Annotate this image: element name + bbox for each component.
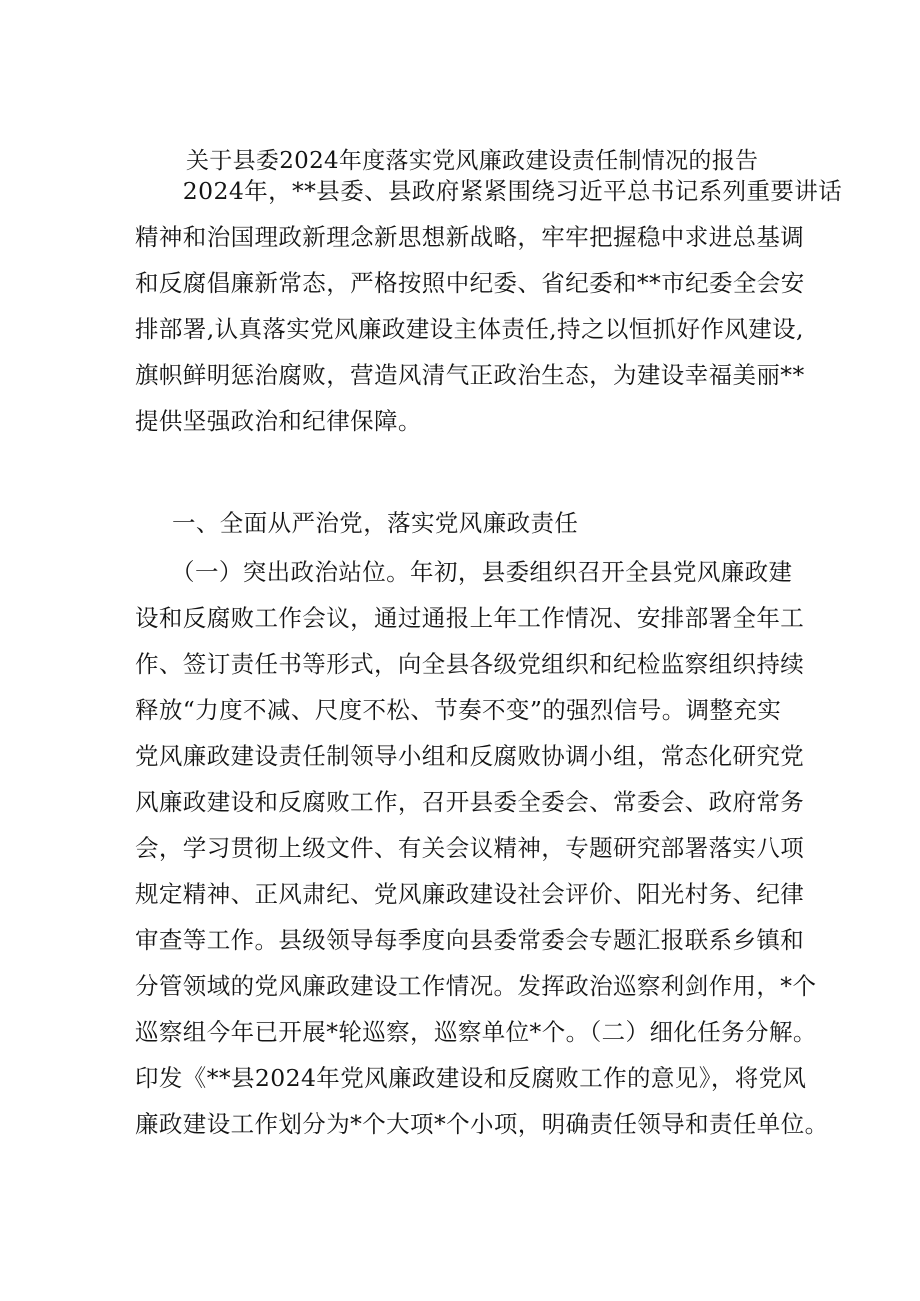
paragraph-2-line: （一）突出政治站位。年初，县委组织召开全县党风廉政建 xyxy=(135,558,793,586)
paragraph-1-line: 旗帜鲜明惩治腐败，营造风清气正政治生态，为建设幸福美丽** xyxy=(135,361,805,389)
paragraph-2-line: 释放“力度不减、尺度不松、节奏不变”的强烈信号。调整充实 xyxy=(135,696,782,724)
paragraph-1-line: 精神和治国理政新理念新思想新战略，牢牢把握稳中求进总基调 xyxy=(135,223,805,251)
paragraph-2-line: 审查等工作。县级领导每季度向县委常委会专题汇报联系乡镇和 xyxy=(135,926,805,954)
paragraph-2-line: 风廉政建设和反腐败工作，召开县委全委会、常委会、政府常务 xyxy=(135,788,805,816)
document-title: 关于县委2024年度落实党风廉政建设责任制情况的报告 xyxy=(186,148,759,174)
paragraph-1-line: 和反腐倡廉新常态，严格按照中纪委、省纪委和**市纪委全会安 xyxy=(135,269,805,297)
paragraph-2-line: 会，学习贯彻上级文件、有关会议精神，专题研究部署落实八项 xyxy=(135,834,805,862)
paragraph-1-line: 提供坚强政治和纪律保障。 xyxy=(135,407,422,435)
section-heading: 一、全面从严治党，落实党风廉政责任 xyxy=(172,509,579,537)
paragraph-2 xyxy=(135,549,829,1147)
paragraph-2-line: 党风廉政建设责任制领导小组和反腐败协调小组，常态化研究党 xyxy=(135,742,805,770)
paragraph-2-line: 印发《**县2024年党风廉政建设和反腐败工作的意见》，将党风 xyxy=(135,1064,807,1092)
paragraph-2-line: 作、签订责任书等形式，向全县各级党组织和纪检监察组织持续 xyxy=(135,650,805,678)
paragraph-2-line: 规定精神、正风肃纪、党风廉政建设社会评价、阳光村务、纪律 xyxy=(135,880,805,908)
paragraph-2-line: 巡察组今年已开展*轮巡察，巡察单位*个。（二）细化任务分解。 xyxy=(135,1018,817,1046)
paragraph-2-line: 分管领域的党风廉政建设工作情况。发挥政治巡察利剑作用，*个 xyxy=(135,972,817,1000)
paragraph-1 xyxy=(135,168,843,444)
paragraph-2-line: 设和反腐败工作会议，通过通报上年工作情况、安排部署全年工 xyxy=(135,604,805,632)
paragraph-1-line: 2024年，**县委、县政府紧紧围绕习近平总书记系列重要讲话 xyxy=(135,177,843,205)
paragraph-1-line: 排部署,认真落实党风廉政建设主体责任,持之以恒抓好作风建设, xyxy=(135,315,804,343)
paragraph-2-line: 廉政建设工作划分为*个大项*个小项，明确责任领导和责任单位。 xyxy=(135,1110,829,1138)
